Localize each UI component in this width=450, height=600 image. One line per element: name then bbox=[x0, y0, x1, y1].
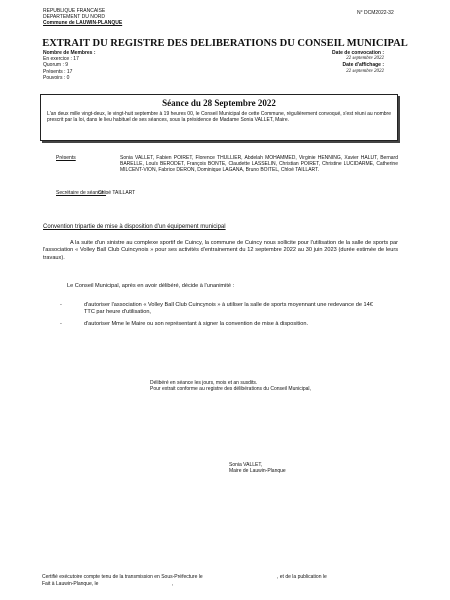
seance-title: Séance du 28 Septembre 2022 bbox=[162, 98, 276, 108]
header-commune: Commune de LAUWIN-PLANQUE bbox=[43, 20, 123, 26]
footer-publication: , et de la publication le bbox=[277, 574, 327, 580]
closing-line-2: Pour extrait conforme au registre des délibérations du Conseil Municipal, bbox=[150, 386, 311, 393]
signature-title: Maire de Lauwin-Planque bbox=[229, 468, 286, 475]
members-quorum: Quorum : 9 bbox=[43, 62, 69, 69]
affichage-label: Date d'affichage : bbox=[342, 62, 384, 69]
convocation-date: 22 septembre 2022 bbox=[346, 56, 384, 62]
secretaire-label: Secrétaire de séance : bbox=[56, 190, 107, 196]
signature-block bbox=[229, 462, 286, 475]
seance-body: L'an deux mille vingt-deux, le vingt-huit septembre à 19 heures 00, le Conseil Municipal de cette Commune, régulièrement convoqué, s'est réuni au nombre prescrit par la loi, dans le lieu habituel de ses séances, sous la présidence de Madame Sonia VALLET, Maire. bbox=[47, 111, 391, 124]
presents-list: Sonia VALLET, Fabien POIRET, Florence THULLIER, Abdelah MOHAMMED, Virginie HENNING, Xavier HALUT, Bernard BARELLE, Louïs BERODET, François BONTE, Claudette LASSELIN, Christian POIRET, Christine LUCIDARME, Catherine MILCENT-VION, Fabrice DERON, Dominique LAGANA, Bruno BOITEL, Chloé TAILLART. bbox=[120, 155, 398, 174]
presents-label: Présents bbox=[56, 155, 76, 161]
footer-certifie: Certifié exécutoire compte tenu de la transmission en Sous-Préfecture le bbox=[42, 574, 203, 580]
signature-name: Sonia VALLET, bbox=[229, 462, 263, 468]
members-heading: Nombre de Membres : bbox=[43, 50, 96, 56]
members-pouvoirs: Pouvoirs : 0 bbox=[43, 74, 70, 81]
paragraph-context: A la suite d'un sinistre au complexe sportif de Cuincy, la commune de Cuincy nous sollicite pour l'utilisation de la salle de sports par l'association « Volley Ball Club Cuincynois » pour ses activités d'entrainement du 12 septembre 2022 au 30 juin 2023 (durée estimée de leurs travaux). bbox=[43, 240, 398, 261]
convocation-label: Date de convocation : bbox=[332, 50, 384, 56]
document-reference: N° DCM2022-32 bbox=[357, 10, 394, 16]
page-title: EXTRAIT DU REGISTRE DES DELIBERATIONS DU CONSEIL MUNICIPAL bbox=[42, 38, 408, 49]
header-left bbox=[43, 8, 122, 26]
members-block bbox=[43, 50, 96, 81]
decision-item-text: d'autoriser l'association « Volley Ball Club Cuincynois » à utiliser la salle de sports moyennant une redevance de 14€ TTC par heure d'utilisation, bbox=[84, 302, 373, 316]
decision-item bbox=[60, 302, 390, 318]
decision-item-text: d'autoriser Mme le Maire ou son représentant à signer la convention de mise à disposition. bbox=[84, 321, 309, 327]
affichage-date: 22 septembre 2022 bbox=[346, 68, 384, 74]
bullet-dash: - bbox=[60, 302, 62, 308]
paragraph-decision: Le Conseil Municipal, après en avoir délibéré, décide à l'unanimité : bbox=[67, 283, 235, 289]
convention-title: Convention tripartie de mise à disposition d'un équipement municipal bbox=[43, 224, 226, 230]
members-en-exercice: En exercice : 17 bbox=[43, 56, 79, 63]
header-departement: DEPARTEMENT DU NORD bbox=[43, 14, 105, 20]
footer-comma: , bbox=[172, 581, 174, 587]
dates-block bbox=[332, 50, 384, 75]
members-presents: Présents : 17 bbox=[43, 68, 73, 75]
footer-fait: Fait à Lauwin-Planque, le bbox=[42, 581, 99, 587]
footer-certification bbox=[42, 574, 422, 588]
closing-line-1: Délibéré en séance les jours, mois et an susdits. bbox=[150, 380, 258, 386]
closing-block bbox=[150, 380, 390, 393]
seance-box bbox=[40, 94, 398, 141]
decision-item bbox=[60, 321, 390, 329]
bullet-dash: - bbox=[60, 321, 62, 327]
secretaire-value: Chloé TAILLART bbox=[98, 190, 136, 196]
header-republique: REPUBLIQUE FRANCAISE bbox=[43, 8, 106, 14]
